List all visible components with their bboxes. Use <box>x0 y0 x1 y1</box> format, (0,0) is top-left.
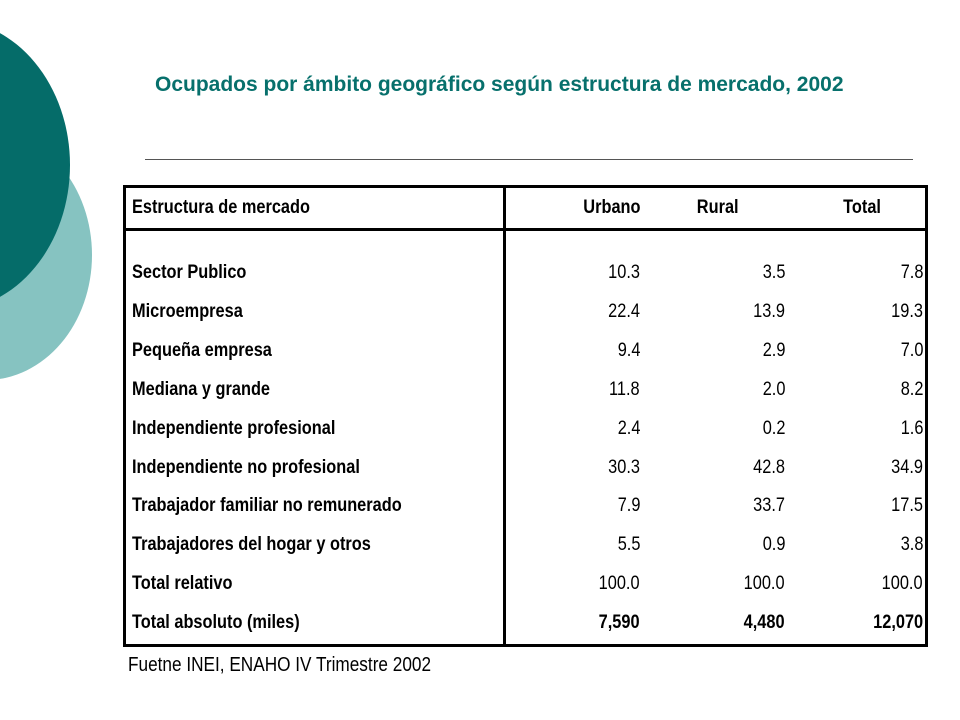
cell-urbano: 7.9 <box>617 495 640 516</box>
header-structure: Estructura de mercado <box>132 197 310 218</box>
cell-total: 7.8 <box>900 262 923 283</box>
cell-urbano: 22.4 <box>608 301 640 322</box>
cell-urbano: 9.4 <box>617 340 640 361</box>
header-urbano: Urbano <box>582 197 640 218</box>
cell-urbano: 30.3 <box>608 457 640 478</box>
cell-total: 100.0 <box>882 573 923 594</box>
cell-urbano: 11.8 <box>609 379 640 400</box>
cell-rural: 2.9 <box>762 340 785 361</box>
cell-total: 3.8 <box>900 534 923 555</box>
cell-rural: 3.5 <box>762 262 785 283</box>
cell-total: 1.6 <box>900 418 923 439</box>
row-label: Trabajador familiar no remunerado <box>132 495 402 516</box>
title-divider <box>145 159 913 160</box>
row-label: Total absoluto (miles) <box>132 612 300 633</box>
column-divider <box>503 188 506 644</box>
slide-title: Ocupados por ámbito geográfico según estructura de mercado, 2002 <box>155 73 844 96</box>
row-label: Independiente profesional <box>132 418 336 439</box>
row-label: Independiente no profesional <box>132 457 360 478</box>
row-label: Microempresa <box>132 301 243 322</box>
cell-total: 34.9 <box>891 457 923 478</box>
cell-urbano: 2.4 <box>617 418 640 439</box>
data-table <box>123 185 928 647</box>
cell-total: 17.5 <box>891 495 923 516</box>
cell-rural: 0.9 <box>762 534 785 555</box>
row-label: Pequeña empresa <box>132 340 272 361</box>
header-total: Total <box>843 197 881 218</box>
source-note: Fuetne INEI, ENAHO IV Trimestre 2002 <box>128 654 432 676</box>
cell-total: 7.0 <box>900 340 923 361</box>
header-rural: Rural <box>697 197 739 218</box>
cell-total: 8.2 <box>900 379 923 400</box>
row-label: Mediana y grande <box>132 379 271 400</box>
row-label: Total relativo <box>132 573 233 594</box>
cell-total: 19.3 <box>891 301 923 322</box>
cell-rural: 33.7 <box>753 495 785 516</box>
cell-rural: 13.9 <box>753 301 785 322</box>
cell-rural: 4,480 <box>744 612 785 633</box>
row-label: Sector Publico <box>132 262 247 283</box>
cell-urbano: 10.3 <box>608 262 640 283</box>
cell-rural: 2.0 <box>762 379 785 400</box>
cell-urbano: 5.5 <box>617 534 640 555</box>
cell-urbano: 7,590 <box>599 612 640 633</box>
row-label: Trabajadores del hogar y otros <box>132 534 371 555</box>
cell-rural: 0.2 <box>762 418 785 439</box>
cell-rural: 42.8 <box>753 457 785 478</box>
cell-rural: 100.0 <box>744 573 785 594</box>
cell-total: 12,070 <box>873 612 923 633</box>
cell-urbano: 100.0 <box>599 573 640 594</box>
